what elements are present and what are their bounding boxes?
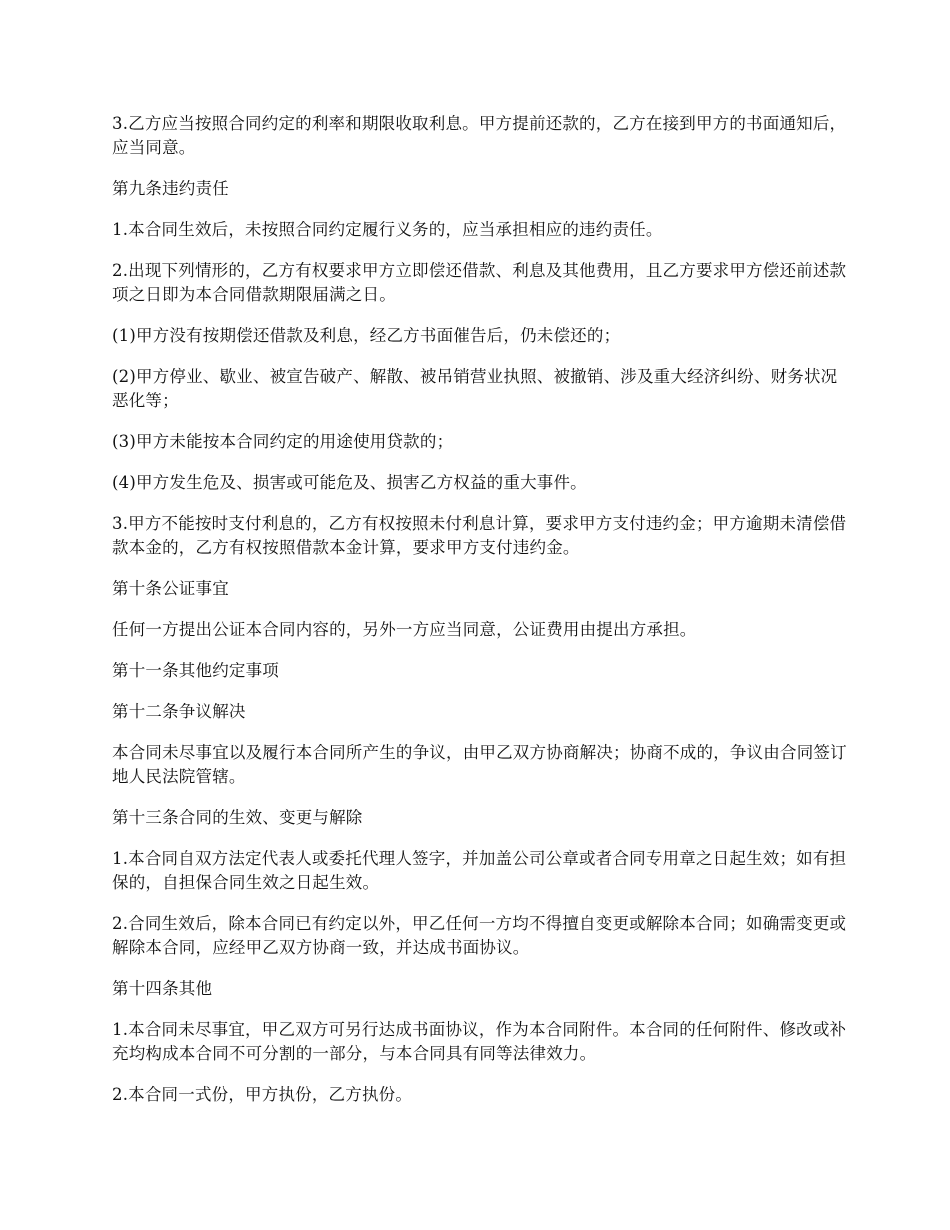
- clause-9-sub-1: (1)甲方没有按期偿还借款及利息，经乙方书面催告后，仍未偿还的；: [112, 326, 621, 345]
- article-10-heading: 第十条公证事宜: [112, 579, 229, 598]
- clause-13-item-2: 2.合同生效后，除本合同已有约定以外，甲乙任何一方均不得擅自变更或解除本合同；如确需变更或解除本合同，应经甲乙双方协商一致，并达成书面协议。: [112, 914, 847, 957]
- article-11-heading: 第十一条其他约定事项: [112, 661, 279, 680]
- article-13-heading: 第十三条合同的生效、变更与解除: [112, 808, 363, 827]
- article-12-heading: 第十二条争议解决: [112, 702, 246, 721]
- clause-9-sub-3: (3)甲方未能按本合同约定的用途使用贷款的；: [112, 432, 454, 451]
- clause-9-sub-2: (2)甲方停业、歇业、被宣告破产、解散、被吊销营业执照、被撤销、涉及重大经济纠纷、财务状况恶化等；: [112, 367, 838, 410]
- document-body: [112, 112, 848, 1124]
- clause-10-text: 任何一方提出公证本合同内容的，另外一方应当同意，公证费用由提出方承担。: [112, 620, 697, 639]
- article-9-heading: 第九条违约责任: [112, 179, 229, 198]
- clause-9-item-3: 3.甲方不能按时支付利息的，乙方有权按照未付利息计算，要求甲方支付违约金；甲方逾期未清偿借款本金的，乙方有权按照借款本金计算，要求甲方支付违约金。: [112, 514, 847, 557]
- clause-8-item-3: 3.乙方应当按照合同约定的利率和期限收取利息。甲方提前还款的，乙方在接到甲方的书面通知后，应当同意。: [112, 114, 847, 157]
- clause-9-item-1: 1.本合同生效后，未按照合同约定履行义务的，应当承担相应的违约责任。: [112, 220, 663, 239]
- article-14-heading: 第十四条其他: [112, 979, 213, 998]
- clause-9-sub-4: (4)甲方发生危及、损害或可能危及、损害乙方权益的重大事件。: [112, 473, 587, 492]
- clause-13-item-1: 1.本合同自双方法定代表人或委托代理人签字，并加盖公司公章或者合同专用章之日起生效；如有担保的，自担保合同生效之日起生效。: [112, 849, 847, 892]
- clause-12-text: 本合同未尽事宜以及履行本合同所产生的争议，由甲乙双方协商解决；协商不成的，争议由合同签订地人民法院管辖。: [112, 743, 847, 786]
- clause-9-item-2: 2.出现下列情形的，乙方有权要求甲方立即偿还借款、利息及其他费用，且乙方要求甲方偿还前述款项之日即为本合同借款期限届满之日。: [112, 261, 847, 304]
- clause-14-item-2: 2.本合同一式份，甲方执份，乙方执份。: [112, 1085, 413, 1104]
- clause-14-item-1: 1.本合同未尽事宜，甲乙双方可另行达成书面协议，作为本合同附件。本合同的任何附件、修改或补充均构成本合同不可分割的一部分，与本合同具有同等法律效力。: [112, 1020, 847, 1063]
